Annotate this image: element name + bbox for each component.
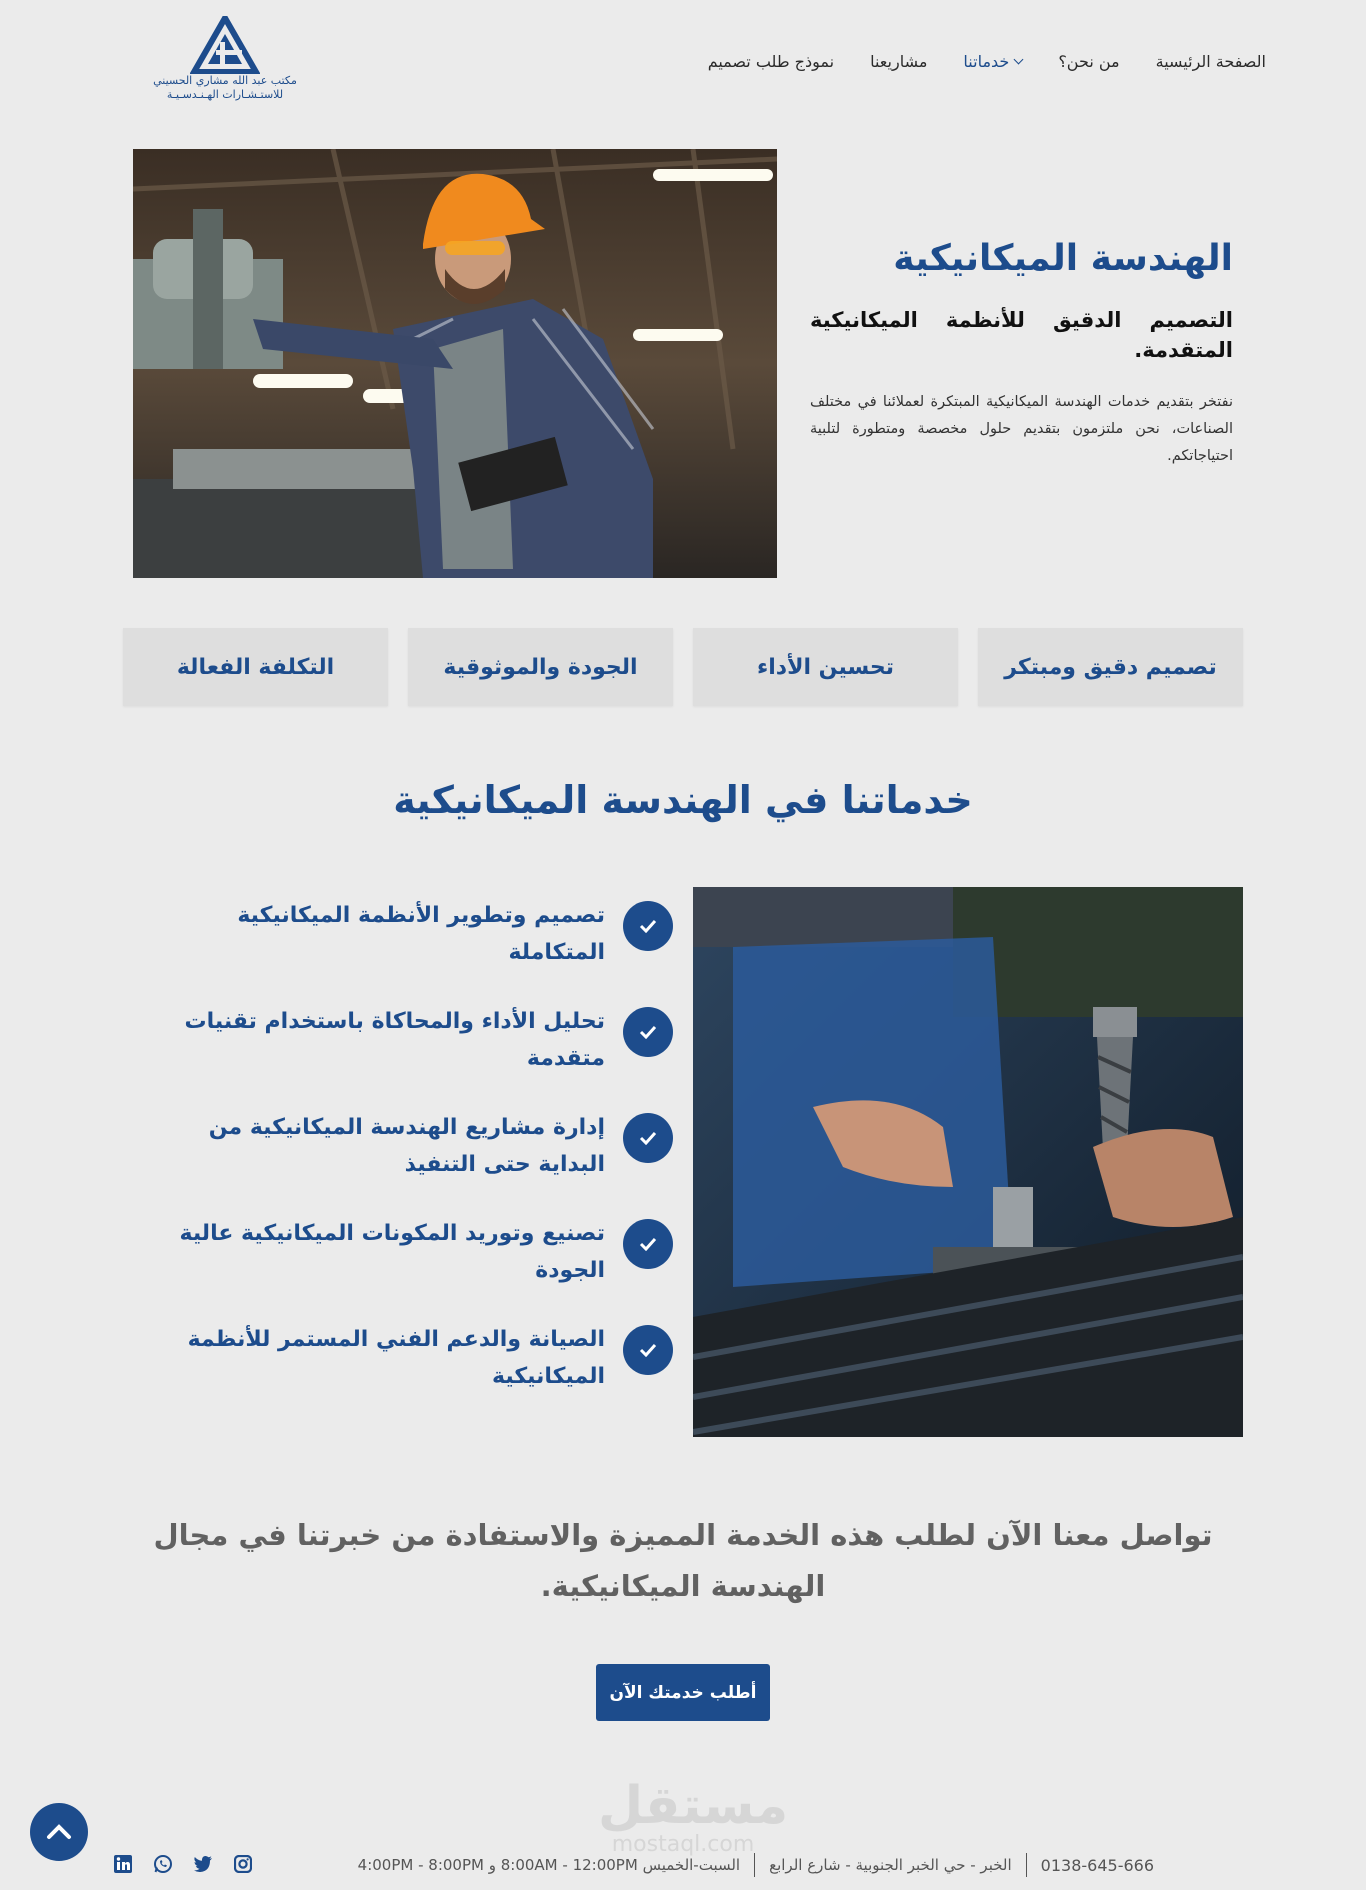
footer-address: الخبر - حي الخبر الجنوبية - شارع الرابع <box>769 1856 1012 1874</box>
watermark-en: mostaql.com <box>611 1832 755 1857</box>
watermark <box>598 1776 789 1857</box>
service-item-text: تصميم وتطوير الأنظمة الميكانيكية المتكاملة <box>237 903 605 965</box>
service-item-text: تصنيع وتوريد المكونات الميكانيكية عالية الجودة <box>179 1221 605 1283</box>
services-title: خدماتنا في الهندسة الميكانيكية <box>393 778 973 822</box>
service-item-text: تحليل الأداء والمحاكاة باستخدام تقنيات متقدمة <box>184 1009 605 1071</box>
list-item <box>133 897 673 971</box>
service-item-text: إدارة مشاريع الهندسة الميكانيكية من البداية حتى التنفيذ <box>208 1115 605 1177</box>
footer-phone[interactable]: 0138-645-666 <box>1040 1855 1154 1875</box>
chevron-up-icon <box>46 1824 72 1840</box>
nav-item-about[interactable] <box>1058 52 1119 71</box>
logo[interactable] <box>140 16 310 112</box>
nav-item-design-request[interactable] <box>708 52 834 71</box>
cta-text: تواصل معنا الآن لطلب هذه الخدمة المميزة والاستفادة من خبرتنا في مجال الهندسة الميكانيكية. <box>153 1518 1213 1603</box>
nav-item-design-request-label: نموذج طلب تصميم <box>707 52 835 71</box>
hero-image <box>133 149 777 578</box>
nav-item-home-label: الصفحة الرئيسية <box>1155 52 1266 71</box>
social-links <box>112 1853 254 1875</box>
footer-info <box>358 1853 1154 1877</box>
nav-item-projects-label: مشاريعنا <box>870 52 928 71</box>
features-row <box>123 628 1243 706</box>
main-nav <box>672 52 1266 71</box>
request-service-button[interactable]: أطلب خدمتك الآن <box>596 1664 770 1721</box>
footer-hours: السبت-الخميس 8:00AM - 12:00PM و 4:00PM - 8:00PM <box>357 1856 741 1874</box>
check-icon <box>623 901 673 951</box>
check-icon <box>623 1113 673 1163</box>
nav-item-services-label: خدماتنا <box>963 52 1010 71</box>
service-item-text: الصيانة والدعم الفني المستمر للأنظمة الميكانيكية <box>187 1327 605 1389</box>
nav-item-about-label: من نحن؟ <box>1058 52 1120 71</box>
watermark-ar: مستقل <box>598 1776 789 1836</box>
logo-mark-icon <box>190 16 260 74</box>
services-list <box>133 897 673 1427</box>
feature-box: الجودة والموثوقية <box>408 628 673 706</box>
footer-separator <box>1026 1853 1027 1877</box>
chevron-down-icon <box>1014 55 1024 65</box>
services-image <box>693 887 1243 1437</box>
nav-item-services[interactable] <box>963 52 1022 71</box>
check-icon <box>623 1007 673 1057</box>
scroll-to-top-button[interactable] <box>30 1803 88 1861</box>
feature-box: التكلفة الفعالة <box>123 628 388 706</box>
logo-text-line1: مكتب عبد الله مشاري الحسيني <box>153 74 297 87</box>
instagram-icon[interactable] <box>232 1853 254 1875</box>
list-item <box>133 1321 673 1395</box>
feature-box: تصميم دقيق ومبتكر <box>978 628 1243 706</box>
list-item <box>133 1215 673 1289</box>
check-icon <box>623 1325 673 1375</box>
footer-separator <box>754 1853 755 1877</box>
list-item <box>133 1109 673 1183</box>
twitter-icon[interactable] <box>192 1853 214 1875</box>
hero-subtitle: التصميم الدقيق للأنظمة الميكانيكية المتقدمة. <box>810 308 1233 362</box>
logo-text-line2: للاستـشـارات الهـنـدسـيـة <box>166 88 284 101</box>
hero-title: الهندسة الميكانيكية <box>893 238 1233 279</box>
nav-item-projects[interactable] <box>870 52 927 71</box>
linkedin-icon[interactable] <box>112 1853 134 1875</box>
nav-item-home[interactable] <box>1156 52 1266 71</box>
hero-description: نفتخر بتقديم خدمات الهندسة الميكانيكية المبتكرة لعملائنا في مختلف الصناعات، نحن ملتزمون بتقديم حلول مخصصة ومتطورة لتلبية احتياجاتكم. <box>810 394 1233 464</box>
whatsapp-icon[interactable] <box>152 1853 174 1875</box>
check-icon <box>623 1219 673 1269</box>
list-item <box>133 1003 673 1077</box>
hero-text <box>810 238 1233 470</box>
feature-box: تحسين الأداء <box>693 628 958 706</box>
